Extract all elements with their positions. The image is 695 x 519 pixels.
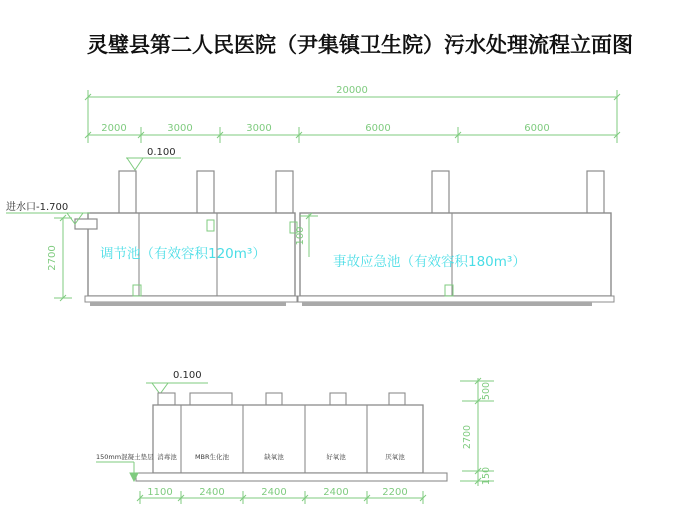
- foundation-leader-line: [96, 462, 138, 481]
- compartment-label: 厌氧池: [385, 453, 405, 461]
- vent-pipe: [432, 171, 449, 214]
- top-hatch: [266, 393, 282, 405]
- foundation-note: 150mm混凝土垫层: [96, 453, 154, 461]
- top-hatch: [330, 393, 346, 405]
- unit-tank-outline: [153, 405, 423, 473]
- level-marker-triangle-icon: [126, 158, 181, 170]
- segment-dim-label: 6000: [365, 123, 391, 134]
- top-elevation-drawing: [6, 85, 620, 306]
- base-slab: [298, 296, 614, 302]
- top-hatch: [389, 393, 405, 405]
- compartment-label: MBR生化池: [194, 453, 230, 461]
- height-dim-label: 2700: [462, 424, 473, 450]
- top-hatch: [158, 393, 175, 405]
- treatment-unit-structure: [136, 393, 447, 481]
- page-title: 灵璧县第二人民医院（尹集镇卫生院）污水处理流程立面图: [87, 32, 633, 57]
- height-dim-label: 500: [481, 381, 492, 401]
- segment-dim-label: 2200: [382, 487, 408, 498]
- compartment-label: 缺氧池: [264, 453, 284, 461]
- segment-dim-label: 2400: [199, 487, 225, 498]
- compartment-label: 消毒池: [157, 453, 177, 461]
- vent-pipe: [119, 171, 136, 214]
- vent-pipe: [276, 171, 293, 214]
- compartment-label: 好氧池: [326, 453, 346, 461]
- freeboard-dim-label: 100: [295, 226, 306, 246]
- foundation-slab: [136, 473, 447, 481]
- bottom-elevation-drawing: [96, 370, 494, 504]
- overall-dimension-label: 20000: [336, 85, 368, 96]
- segment-dim-label: 2000: [101, 123, 127, 134]
- segment-dim-label: 2400: [261, 487, 287, 498]
- top-hatch: [190, 393, 232, 405]
- level-marker-triangle-icon: [146, 383, 208, 394]
- segment-dim-label: 3000: [246, 123, 272, 134]
- inlet-pipe: [75, 219, 97, 229]
- segment-dim-label: 1100: [147, 487, 173, 498]
- tank-depth-dim-label: 2700: [47, 245, 58, 271]
- regulation-tank-label: 调节池（有效容积120m³）: [100, 246, 266, 262]
- segment-dim-label: 3000: [167, 123, 193, 134]
- base-slab-shadow: [302, 302, 592, 306]
- segment-dim-label: 6000: [524, 123, 550, 134]
- vent-pipe: [587, 171, 604, 214]
- level-mark-label: 0.100: [173, 370, 202, 381]
- level-mark-label: 0.100: [147, 147, 176, 158]
- base-slab-shadow: [90, 302, 286, 306]
- vent-pipe: [197, 171, 214, 214]
- tank-structures: [75, 171, 614, 306]
- segment-dim-label: 2400: [323, 487, 349, 498]
- emergency-tank-label: 事故应急池（有效容积180m³）: [333, 254, 526, 270]
- inlet-level-label: 进水口-1.700: [6, 202, 69, 213]
- height-dim-label: 150: [481, 466, 492, 486]
- base-slab: [85, 296, 297, 302]
